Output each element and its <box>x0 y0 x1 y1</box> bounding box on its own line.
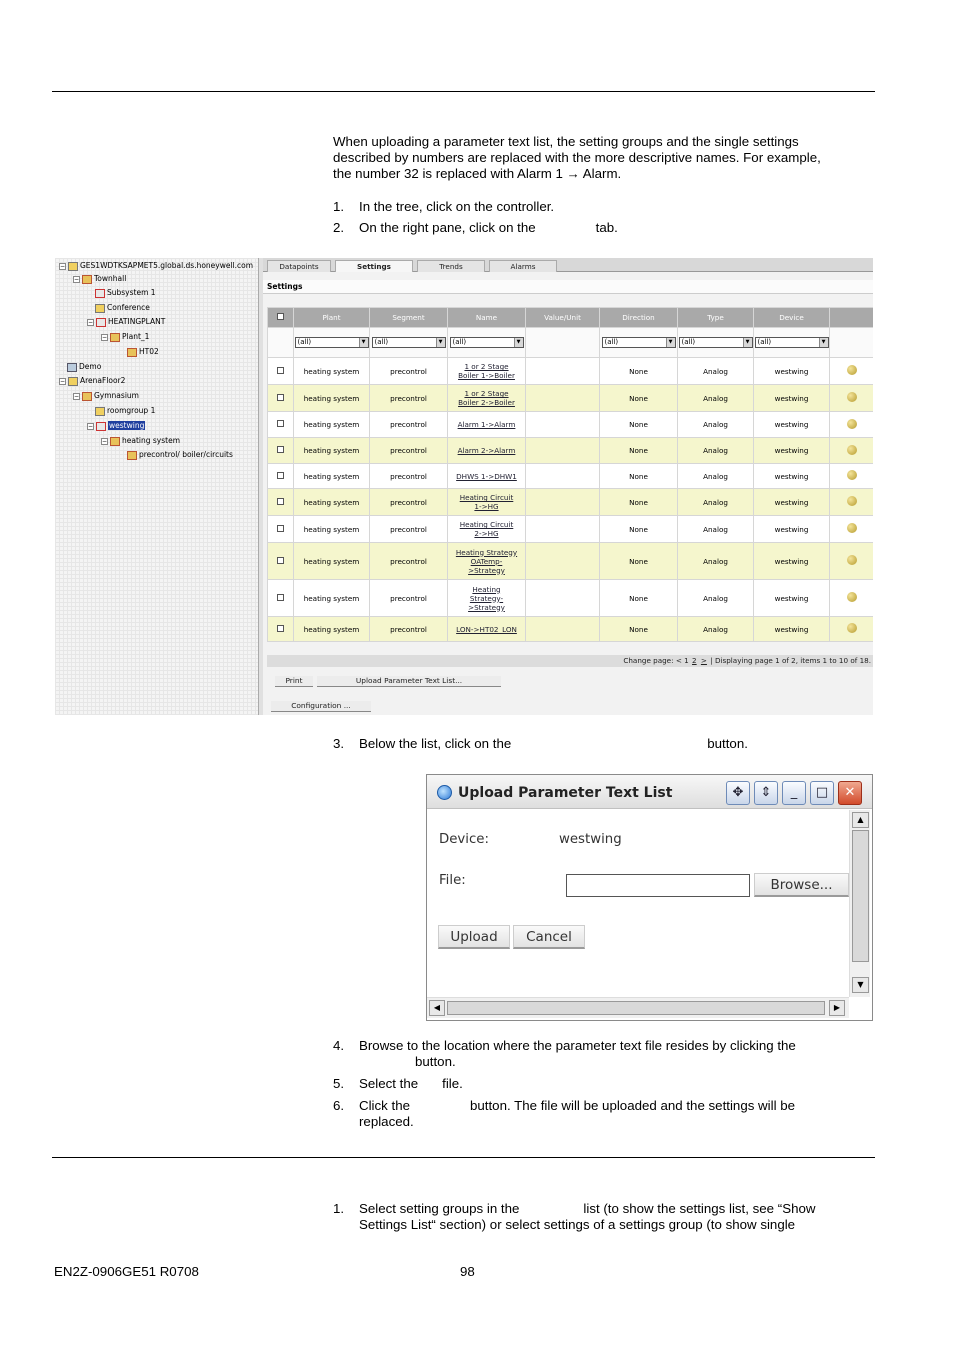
name-cell <box>448 438 526 464</box>
device-cell: westwing <box>754 438 830 464</box>
segment-filter[interactable]: (all) ▼ <box>372 337 446 348</box>
table-row[interactable] <box>268 438 874 464</box>
dropdown-arrow-icon: ▼ <box>743 338 752 347</box>
direction-cell: None <box>600 617 678 642</box>
table-row[interactable] <box>268 464 874 489</box>
step-number: 1. <box>333 1201 345 1216</box>
type-cell: Analog <box>678 580 754 617</box>
tree-node[interactable]: roomgroup 1 <box>95 405 155 416</box>
controller-icon <box>96 318 106 327</box>
collapse-icon[interactable]: − <box>102 333 108 341</box>
step-number: 3. <box>333 736 345 751</box>
name-cell <box>448 385 526 412</box>
folder-icon <box>95 407 105 416</box>
setting-name-link[interactable]: Heating Circuit <box>459 493 514 502</box>
plant-cell: heating system <box>294 489 370 516</box>
table-row[interactable] <box>268 358 874 385</box>
setting-name-link[interactable]: 1 or 2 Stage <box>464 362 509 371</box>
prev-page-link[interactable]: < <box>675 656 682 665</box>
tab-bar <box>263 258 873 272</box>
column-header[interactable]: Type <box>678 308 754 328</box>
direction-cell: None <box>600 438 678 464</box>
device-cell: westwing <box>754 489 830 516</box>
tab-datapoints[interactable]: Datapoints <box>267 260 331 272</box>
type-cell: Analog <box>678 464 754 489</box>
settings-table <box>267 307 873 642</box>
step-text: Browse to the location where the parameter text file resides by clicking the <box>359 1038 796 1053</box>
horizontal-scrollbar[interactable] <box>427 997 849 1018</box>
upload-button[interactable]: Upload <box>438 925 510 949</box>
plant-cell: heating system <box>294 358 370 385</box>
minimize-icon[interactable]: _ <box>782 781 806 805</box>
maximize-icon[interactable]: □ <box>810 781 834 805</box>
device-value: westwing <box>559 832 622 847</box>
table-row[interactable] <box>268 580 874 617</box>
dropdown-arrow-icon: ▼ <box>819 338 828 347</box>
building-icon <box>68 262 78 271</box>
table-row[interactable] <box>268 516 874 543</box>
plant-filter[interactable]: (all) ▼ <box>295 337 369 348</box>
step-text-end: file. <box>442 1076 463 1091</box>
setting-name-link[interactable]: Boiler 1->Boiler <box>458 371 515 380</box>
row-checkbox[interactable] <box>277 472 284 479</box>
scroll-thumb[interactable] <box>852 830 869 962</box>
setting-name-link[interactable]: 2->HG <box>474 529 499 538</box>
house-icon <box>82 275 92 284</box>
direction-cell: None <box>600 358 678 385</box>
segment-cell: precontrol <box>370 617 448 642</box>
collapse-icon[interactable]: − <box>74 275 80 283</box>
column-header[interactable]: Segment <box>370 308 448 328</box>
name-cell <box>448 617 526 642</box>
tab-settings[interactable]: Settings <box>335 260 413 272</box>
value-cell <box>526 412 600 438</box>
house-icon <box>110 333 120 342</box>
type-cell: Analog <box>678 358 754 385</box>
segment-cell: precontrol <box>370 543 448 580</box>
value-cell <box>526 617 600 642</box>
collapse-icon[interactable]: − <box>88 318 94 326</box>
name-cell <box>448 358 526 385</box>
edit-icon[interactable] <box>847 496 857 506</box>
setting-name-link[interactable]: 1->HG <box>474 502 499 511</box>
tree-node[interactable]: Conference <box>95 302 150 313</box>
direction-filter[interactable]: (all) ▼ <box>602 337 676 348</box>
step-number: 6. <box>333 1098 345 1113</box>
name-cell <box>448 464 526 489</box>
step-text: Select setting groups in the <box>359 1201 520 1216</box>
tree-node[interactable]: − Gymnasium <box>74 391 139 400</box>
setting-name-link[interactable]: Heating Strategy <box>455 547 518 557</box>
tree-node[interactable]: − westwing <box>88 421 145 430</box>
intro-paragraph <box>333 134 873 182</box>
settings-screenshot <box>55 258 873 715</box>
tree-node[interactable]: Demo <box>67 361 101 372</box>
type-cell: Analog <box>678 385 754 412</box>
tree-node[interactable]: − GES1WDTKSAPMET5.global.ds.honeywell.com <box>60 261 254 270</box>
direction-cell: None <box>600 516 678 543</box>
step-text-end: button. <box>707 736 748 751</box>
direction-cell: None <box>600 489 678 516</box>
collapse-icon[interactable]: − <box>88 422 94 430</box>
setting-name-link[interactable]: Heating <box>472 584 501 594</box>
step-text: Click the <box>359 1098 410 1113</box>
name-cell <box>448 489 526 516</box>
scroll-down-icon[interactable]: ▼ <box>852 977 869 993</box>
name-cell <box>448 543 526 580</box>
tree-node[interactable]: Subsystem 1 <box>95 287 156 298</box>
plant-cell: heating system <box>294 412 370 438</box>
step-text-end: tab. <box>595 220 618 235</box>
controller-icon <box>95 289 105 298</box>
right-pane <box>263 258 873 715</box>
scroll-left-icon[interactable]: ◀ <box>429 1000 445 1016</box>
pager-info: Displaying page 1 of 2, items 1 to 10 of 18. <box>714 656 871 665</box>
pc-icon <box>67 363 77 372</box>
step-text: Select the <box>359 1076 419 1091</box>
device-tree <box>55 258 259 715</box>
tree-node[interactable]: − Plant_1 <box>102 332 150 341</box>
cancel-button[interactable]: Cancel <box>513 925 585 949</box>
page-2-link[interactable]: 2 <box>692 656 697 665</box>
next-page-link[interactable]: > <box>700 656 707 665</box>
setting-name-link[interactable]: Heating Circuit <box>459 520 514 529</box>
table-row[interactable] <box>268 385 874 412</box>
value-cell <box>526 438 600 464</box>
intro-line-1: When uploading a parameter text list, the setting groups and the single settings <box>333 134 799 149</box>
close-icon[interactable]: ✕ <box>838 781 862 805</box>
edit-icon[interactable] <box>847 419 857 429</box>
direction-cell: None <box>600 543 678 580</box>
document-number: EN2Z-0906GE51 R0708 <box>54 1264 199 1279</box>
column-header[interactable]: Device <box>754 308 830 328</box>
step-text-end: button. <box>415 1054 456 1069</box>
dialog-title: Upload Parameter Text List <box>458 785 673 801</box>
column-header[interactable]: Value/Unit <box>526 308 600 328</box>
step-text: On the right pane, click on the <box>359 220 536 235</box>
device-cell: westwing <box>754 543 830 580</box>
edit-icon[interactable] <box>847 523 857 533</box>
dropdown-arrow-icon: ▼ <box>514 338 523 347</box>
row-checkbox[interactable] <box>277 498 284 505</box>
step-text-end: replaced. <box>359 1114 414 1129</box>
edit-icon[interactable] <box>847 623 857 633</box>
name-cell <box>448 412 526 438</box>
intro-line-2: described by numbers are replaced with the more descriptive names. For example, <box>333 150 821 165</box>
collapse-icon[interactable]: − <box>102 437 108 445</box>
plant-cell: heating system <box>294 580 370 617</box>
table-row[interactable] <box>268 543 874 580</box>
device-cell: westwing <box>754 464 830 489</box>
name-filter[interactable]: (all) ▼ <box>450 337 524 348</box>
column-header[interactable]: Name <box>448 308 526 328</box>
device-cell: westwing <box>754 385 830 412</box>
collapse-icon[interactable]: − <box>60 262 66 270</box>
dialog-titlebar[interactable] <box>427 775 872 809</box>
row-checkbox[interactable] <box>277 394 284 401</box>
value-cell <box>526 543 600 580</box>
segment-cell: precontrol <box>370 464 448 489</box>
column-header[interactable]: Plant <box>294 308 370 328</box>
tree-node[interactable]: − ArenaFloor2 <box>60 376 126 385</box>
scroll-right-icon[interactable]: ▶ <box>829 1000 845 1016</box>
device-filter[interactable]: (all) ▼ <box>755 337 829 348</box>
row-checkbox[interactable] <box>277 367 284 374</box>
row-checkbox[interactable] <box>277 446 284 453</box>
step-text: In the tree, click on the controller. <box>359 199 555 214</box>
type-cell: Analog <box>678 412 754 438</box>
step-number: 1. <box>333 199 345 214</box>
setting-name-link[interactable]: >Strategy <box>468 602 505 612</box>
file-label: File: <box>439 873 466 888</box>
setting-name-link[interactable]: 1 or 2 Stage <box>464 389 509 398</box>
segment-cell: precontrol <box>370 412 448 438</box>
step-text-mid: button. The file will be uploaded and the settings will be <box>470 1098 796 1113</box>
step-number: 4. <box>333 1038 345 1053</box>
segment-cell: precontrol <box>370 516 448 543</box>
plant-cell: heating system <box>294 464 370 489</box>
edit-icon[interactable] <box>847 592 857 602</box>
dropdown-arrow-icon: ▼ <box>359 338 368 347</box>
tree-node[interactable]: − HEATINGPLANT <box>88 317 166 326</box>
setting-name-link[interactable]: OATemp- <box>470 556 503 566</box>
house-icon <box>110 437 120 446</box>
edit-icon[interactable] <box>847 392 857 402</box>
type-filter[interactable]: (all) ▼ <box>679 337 753 348</box>
table-row[interactable] <box>268 489 874 516</box>
plant-icon <box>127 451 137 460</box>
edit-icon[interactable] <box>847 470 857 480</box>
filter-row <box>268 328 874 358</box>
table-row[interactable] <box>268 412 874 438</box>
plant-cell: heating system <box>294 438 370 464</box>
dropdown-arrow-icon: ▼ <box>666 338 675 347</box>
upload-parameter-text-list-button[interactable]: Upload Parameter Text List... <box>317 676 501 687</box>
setting-name-link[interactable]: Alarm 1->Alarm <box>457 420 516 429</box>
tree-node[interactable]: HT02 <box>127 346 159 357</box>
page-number: 98 <box>460 1264 475 1279</box>
value-cell <box>526 516 600 543</box>
configuration-button[interactable]: Configuration ... <box>271 701 371 712</box>
type-cell: Analog <box>678 438 754 464</box>
scroll-up-icon[interactable]: ▲ <box>852 812 869 828</box>
house-icon <box>82 392 92 401</box>
browser-icon <box>437 785 452 800</box>
device-cell: westwing <box>754 412 830 438</box>
table-row[interactable] <box>268 617 874 642</box>
page-1: 1 <box>684 656 689 665</box>
direction-cell: None <box>600 385 678 412</box>
setting-name-link[interactable]: LON->HT02_LON <box>456 624 517 634</box>
pager-separator: | <box>710 656 713 665</box>
device-cell: westwing <box>754 617 830 642</box>
segment-cell: precontrol <box>370 385 448 412</box>
dialog-body <box>427 810 849 1000</box>
row-checkbox[interactable] <box>277 557 284 564</box>
restore-icon[interactable]: ⇕ <box>754 781 778 805</box>
device-label: Device: <box>439 832 489 847</box>
tab-alarms[interactable]: Alarms <box>489 260 557 272</box>
setting-name-link[interactable]: Alarm 2->Alarm <box>457 446 516 455</box>
plant-cell: heating system <box>294 617 370 642</box>
vertical-scrollbar[interactable] <box>849 810 870 997</box>
browse-button[interactable]: Browse... <box>754 873 849 897</box>
pin-icon[interactable]: ✥ <box>726 781 750 805</box>
controller-icon <box>96 422 106 431</box>
collapse-icon[interactable]: − <box>60 377 66 385</box>
device-cell: westwing <box>754 516 830 543</box>
step-number: 5. <box>333 1076 345 1091</box>
segment-cell: precontrol <box>370 489 448 516</box>
direction-cell: None <box>600 464 678 489</box>
scroll-thumb[interactable] <box>447 1001 825 1015</box>
building-icon <box>68 377 78 386</box>
step-text-mid: list (to show the settings list, see “Show <box>583 1201 816 1216</box>
step-text: Below the list, click on the <box>359 736 512 751</box>
edit-icon[interactable] <box>847 555 857 565</box>
edit-icon[interactable] <box>847 365 857 375</box>
device-cell: westwing <box>754 358 830 385</box>
row-checkbox[interactable] <box>277 420 284 427</box>
column-header[interactable]: Direction <box>600 308 678 328</box>
type-cell: Analog <box>678 516 754 543</box>
setting-name-link[interactable]: Boiler 2->Boiler <box>458 398 515 407</box>
segment-cell: precontrol <box>370 358 448 385</box>
value-cell <box>526 358 600 385</box>
row-checkbox[interactable] <box>277 525 284 532</box>
device-cell: westwing <box>754 580 830 617</box>
plant-cell: heating system <box>294 516 370 543</box>
value-cell <box>526 464 600 489</box>
plant-cell: heating system <box>294 385 370 412</box>
direction-cell: None <box>600 412 678 438</box>
tree-node[interactable]: precontrol/ boiler/circuits <box>127 449 233 460</box>
file-input[interactable] <box>566 874 750 897</box>
plant-cell: heating system <box>294 543 370 580</box>
table-header-row <box>268 308 874 328</box>
type-cell: Analog <box>678 543 754 580</box>
value-cell <box>526 580 600 617</box>
tree-node[interactable]: − heating system <box>102 436 181 445</box>
setting-name-link[interactable]: DHWS 1->DHW1 <box>456 471 517 481</box>
name-cell <box>448 516 526 543</box>
type-cell: Analog <box>678 617 754 642</box>
direction-cell: None <box>600 580 678 617</box>
type-cell: Analog <box>678 489 754 516</box>
step-text-end: Settings List“ section) or select settings of a settings group (to show single <box>359 1217 796 1232</box>
value-cell <box>526 385 600 412</box>
collapse-icon[interactable]: − <box>74 392 80 400</box>
plant-icon <box>127 348 137 357</box>
segment-cell: precontrol <box>370 438 448 464</box>
tab-trends[interactable]: Trends <box>417 260 485 272</box>
folder-icon <box>95 304 105 313</box>
intro-line-3: the number 32 is replaced with Alarm 1 → Alarm. <box>333 166 622 181</box>
header-rule <box>52 91 875 92</box>
name-cell <box>448 580 526 617</box>
value-cell <box>526 489 600 516</box>
row-checkbox[interactable] <box>277 625 284 632</box>
select-all-checkbox[interactable] <box>277 313 284 320</box>
edit-icon[interactable] <box>847 445 857 455</box>
setting-name-link[interactable]: Strategy- <box>469 593 504 603</box>
settings-heading: Settings <box>263 280 873 294</box>
pager <box>267 655 873 667</box>
print-button[interactable]: Print <box>275 676 313 687</box>
segment-cell: precontrol <box>370 580 448 617</box>
upload-dialog <box>426 774 873 1021</box>
section-rule <box>52 1157 875 1158</box>
row-checkbox[interactable] <box>277 594 284 601</box>
step-number: 2. <box>333 220 345 235</box>
setting-name-link[interactable]: >Strategy <box>468 565 505 575</box>
tree-node[interactable]: − Townhall <box>74 274 127 283</box>
dropdown-arrow-icon: ▼ <box>436 338 445 347</box>
pager-label: Change page: <box>623 656 674 665</box>
